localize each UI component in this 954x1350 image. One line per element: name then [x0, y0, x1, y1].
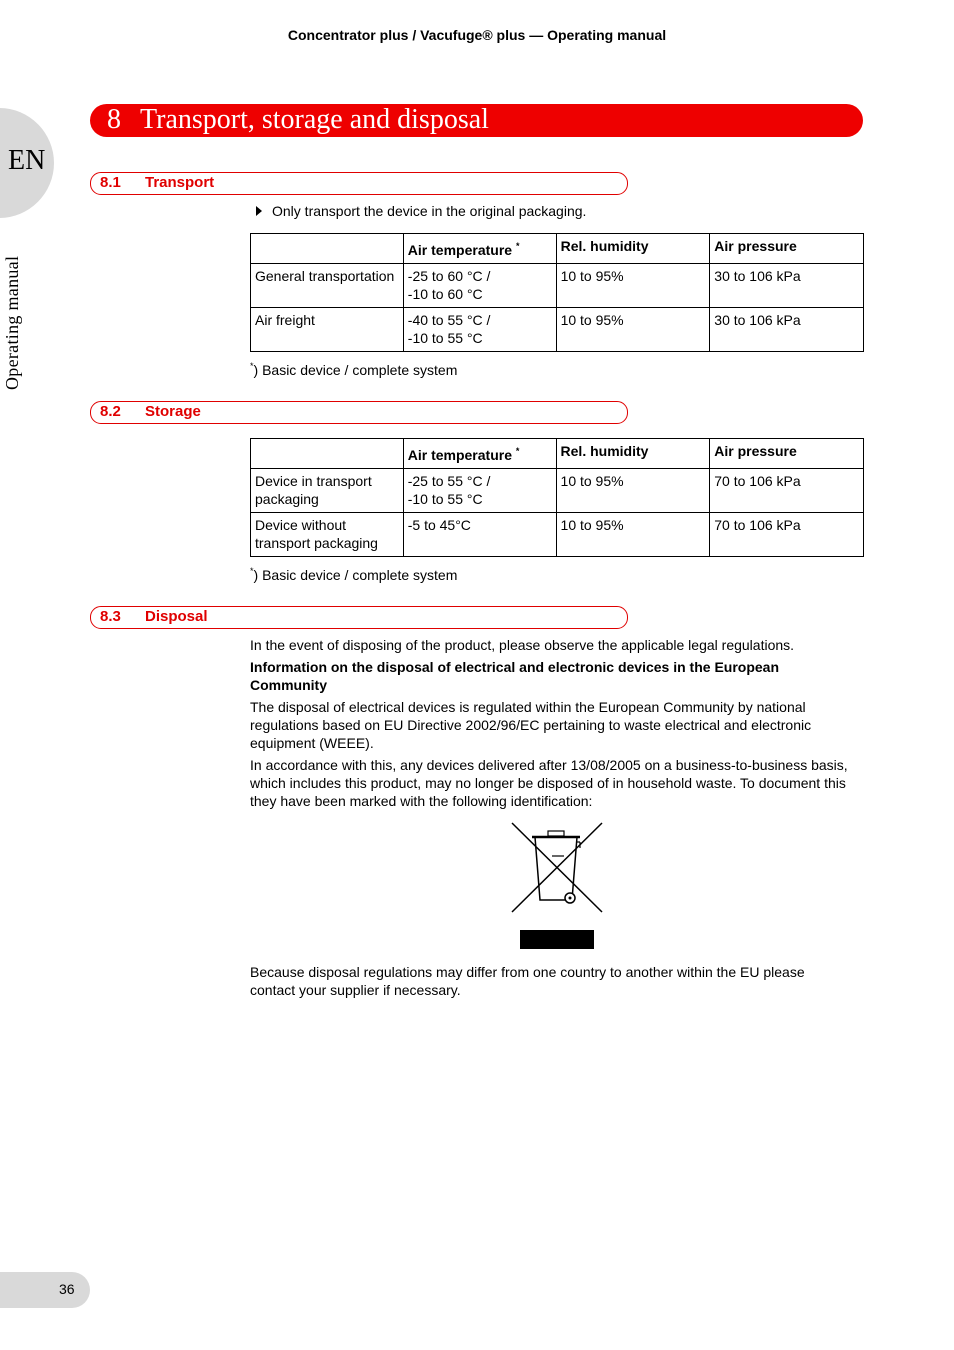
table-cell — [251, 513, 404, 557]
footnote-text: ) Basic device / complete system — [253, 362, 458, 378]
table-header-cell — [251, 439, 404, 469]
table-header-cell — [251, 234, 404, 264]
text-line: equipment (WEEE). — [250, 735, 374, 751]
cell-line: packaging — [255, 491, 319, 507]
table-cell — [403, 513, 556, 557]
table-cell — [251, 469, 404, 513]
cell-line: -5 to 45°C — [407, 517, 471, 533]
table-header-cell: Air pressure — [710, 439, 864, 469]
table-header-cell — [403, 439, 556, 469]
table-header-cell: Rel. humidity — [556, 234, 710, 264]
table-row — [251, 513, 864, 557]
header-text: Air temperature — [407, 242, 513, 258]
text-line: they have been marked with the following identification: — [250, 793, 593, 809]
table-row — [251, 264, 864, 308]
cell-line: -25 to 55 °C / — [407, 473, 491, 489]
footnote — [250, 562, 457, 584]
chapter-number: 8 — [107, 104, 121, 135]
table-cell: 30 to 106 kPa — [710, 308, 864, 352]
chapter-heading — [90, 104, 863, 137]
table-header-row — [251, 234, 864, 264]
language-label: EN — [8, 145, 46, 176]
section-title: Storage — [145, 403, 201, 420]
cell-line: -10 to 55 °C — [407, 330, 483, 346]
page-header: Concentrator plus / Vacufuge® plus — Operating manual — [287, 27, 667, 43]
section-heading-storage — [90, 401, 628, 424]
crossed-out-bin-icon — [508, 820, 606, 916]
page-number: 36 — [59, 1281, 75, 1297]
table-cell: 10 to 95% — [556, 469, 710, 513]
text-line: Because disposal regulations may differ from one country to another within the EU please — [250, 964, 805, 980]
section-heading-transport — [90, 172, 628, 195]
paragraph — [250, 756, 848, 810]
cell-line: Device without — [255, 517, 347, 533]
cell-line: transport packaging — [255, 535, 378, 551]
text-line: The disposal of electrical devices is regulated within the European Community by national — [250, 699, 806, 715]
table-header-cell — [403, 234, 556, 264]
paragraph — [250, 963, 805, 999]
footnote-mark: * — [515, 446, 520, 456]
text-line: contact your supplier if necessary. — [250, 982, 461, 998]
table-cell — [403, 264, 556, 308]
table-row — [251, 469, 864, 513]
table-header-row — [251, 439, 864, 469]
weee-marking-bar — [520, 930, 594, 949]
instruction-text: Only transport the device in the original packaging. — [272, 203, 587, 219]
table-cell — [403, 469, 556, 513]
storage-table — [250, 438, 864, 557]
cell-line: -40 to 55 °C / — [407, 312, 491, 328]
triangle-bullet-icon — [256, 206, 262, 216]
table-cell — [403, 308, 556, 352]
table-cell: 70 to 106 kPa — [710, 469, 864, 513]
cell-line: -25 to 60 °C / — [407, 268, 491, 284]
paragraph: In the event of disposing of the product, please observe the applicable legal regulations. — [250, 637, 795, 653]
cell-line: -10 to 60 °C — [407, 286, 483, 302]
table-cell: 10 to 95% — [556, 308, 710, 352]
section-title: Disposal — [145, 608, 208, 625]
section-number: 8.2 — [100, 403, 121, 420]
table-cell: 10 to 95% — [556, 264, 710, 308]
footnote-text: ) Basic device / complete system — [253, 567, 458, 583]
paragraph — [250, 698, 811, 752]
transport-table — [250, 233, 864, 352]
table-header-cell: Rel. humidity — [556, 439, 710, 469]
cell-line: Device in transport — [255, 473, 372, 489]
table-header-cell: Air pressure — [710, 234, 864, 264]
header-text: Air temperature — [407, 447, 512, 463]
section-number: 8.3 — [100, 608, 121, 625]
cell-line: -10 to 55 °C — [407, 491, 483, 507]
table-cell: Air freight — [251, 308, 404, 352]
chapter-title: Transport, storage and disposal — [140, 104, 489, 135]
section-title: Transport — [145, 174, 215, 191]
footnote-mark: * — [250, 566, 254, 576]
text-line: regulations based on EU Directive 2002/96/EC pertaining to waste electrical and electronic — [250, 717, 812, 733]
text-line: In accordance with this, any devices delivered after 13/08/2005 on a business-to-business basis, — [250, 757, 848, 773]
table-cell: General transportation — [251, 264, 404, 308]
section-heading-disposal — [90, 606, 628, 629]
bold-heading — [250, 658, 779, 694]
text-line: which includes this product, may no longer be disposed of in household waste. To document this — [250, 775, 846, 791]
side-section-label: Operating manual — [2, 255, 22, 390]
text-line: Community — [250, 677, 327, 693]
table-cell: 10 to 95% — [556, 513, 710, 557]
page-number-tab — [0, 1272, 90, 1308]
section-number: 8.1 — [100, 174, 121, 191]
table-row — [251, 308, 864, 352]
footnote-mark: * — [515, 241, 520, 251]
footnote — [250, 357, 457, 379]
table-cell: 30 to 106 kPa — [710, 264, 864, 308]
table-cell: 70 to 106 kPa — [710, 513, 864, 557]
text-line: Information on the disposal of electrical and electronic devices in the European — [250, 659, 780, 675]
footnote-mark: * — [250, 361, 254, 371]
